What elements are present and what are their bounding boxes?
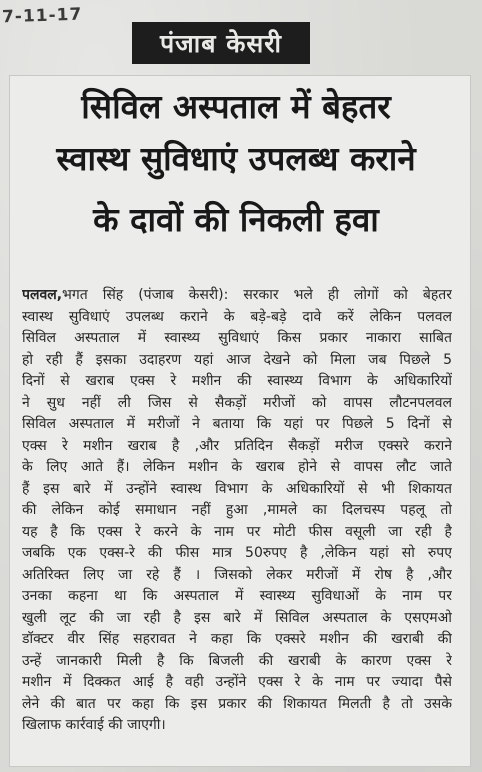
newspaper-masthead [132, 22, 310, 64]
article-line: मशीन में दिक्कत आई है वही उन्होंने एक्स रे के नाम पर ज्यादा पैसे [22, 674, 452, 690]
article-line: जबकि एक एक्स-रे की फीस मात्र 50रुपए है ,लेकिन यहां सो रुपए [22, 545, 452, 561]
headline-line: सिविल अस्पताल में बेहतर [81, 87, 391, 126]
article-line: यह है कि एक्स रे करने के नाम पर मोटी फीस वसूली जा रही है [22, 523, 452, 540]
article-line: खिलाफ कार्रवाई की जाएगी। [22, 717, 166, 733]
article-line: सिविल अस्पताल में मरीजों ने बताया कि यहां पर पिछले 5 दिनों से [22, 416, 452, 432]
article-line: हैं इस बारे में उन्होंने स्वास्थ विभाग के अधिकारियों से भी शिकायत [22, 480, 452, 497]
article-line: खुली लूट की जा रही है इस बारे में सिविल अस्पताल के एसएमओ [22, 609, 452, 626]
article-body [22, 285, 452, 737]
article-line: डॉक्टर वीर सिंह सहरावत ने कहा कि एक्सरे मशीन की खराबी की [22, 631, 452, 647]
article-byline: पलवल, [22, 287, 63, 303]
article-line: उन्हें जानकारी मिली है कि बिजली की खराबी के कारण एक्स रे [22, 652, 452, 669]
article-line: स्वास्थ सुविधाएं उपलब्ध कराने के बड़े-बड़े दावे करें लेकिन पलवल [22, 308, 452, 325]
article-line-text: भगत सिंह (पंजाब केसरी): सरकार भले ही लोगों को बेहतर [62, 287, 452, 303]
handwritten-date: 7-11-17 [1, 4, 83, 28]
headline-line: के दावों की निकली हवा [93, 200, 379, 239]
article-line: के लिए आते हैं। लेकिन मशीन के खराब होने से वापस लौट जाते [22, 459, 452, 475]
article-line: एक्स रे मशीन खराब है ,और प्रतिदिन सैकड़ों मरीज एक्सरे कराने [22, 437, 452, 454]
masthead-label: पंजाब केसरी [159, 29, 282, 58]
article-line: हो रही हैं इसका उदाहरण यहां आज देखने को मिला जब पिछले 5 [22, 351, 452, 368]
article-line: दिनों से खराब एक्स रे मशीन की स्वास्थ्य विभाग के अधिकारियों [22, 373, 452, 389]
article-line: ने सुध नहीं ली जिस से सैकड़ों मरीजों को वापस लौटनपलवल [22, 394, 452, 411]
article-line [22, 285, 452, 307]
article-line: अतिरिक्त लिए जा रहे हैं । जिसको लेकर मरीजों में रोष है ,और [22, 566, 452, 583]
headline-line: स्वास्थ सुविधाएं उपलब्ध कराने [56, 139, 416, 178]
article-line: सिविल अस्पताल में स्वास्थ्य सुविधाएं किस प्रकार नाकारा साबित [22, 330, 452, 346]
article-line: लेने की बात पर कहा कि इस प्रकार की शिकायत मिलती है तो उसके [22, 695, 452, 712]
article-line: की लेकिन कोई समाधान नहीं हुआ ,मामले का दिलचस्प पहलू तो [22, 502, 452, 518]
article-headline [16, 84, 456, 251]
article-line: उनका कहना था कि अस्पताल में स्वास्थ्य सुविधाओं के नाम पर [22, 588, 452, 604]
